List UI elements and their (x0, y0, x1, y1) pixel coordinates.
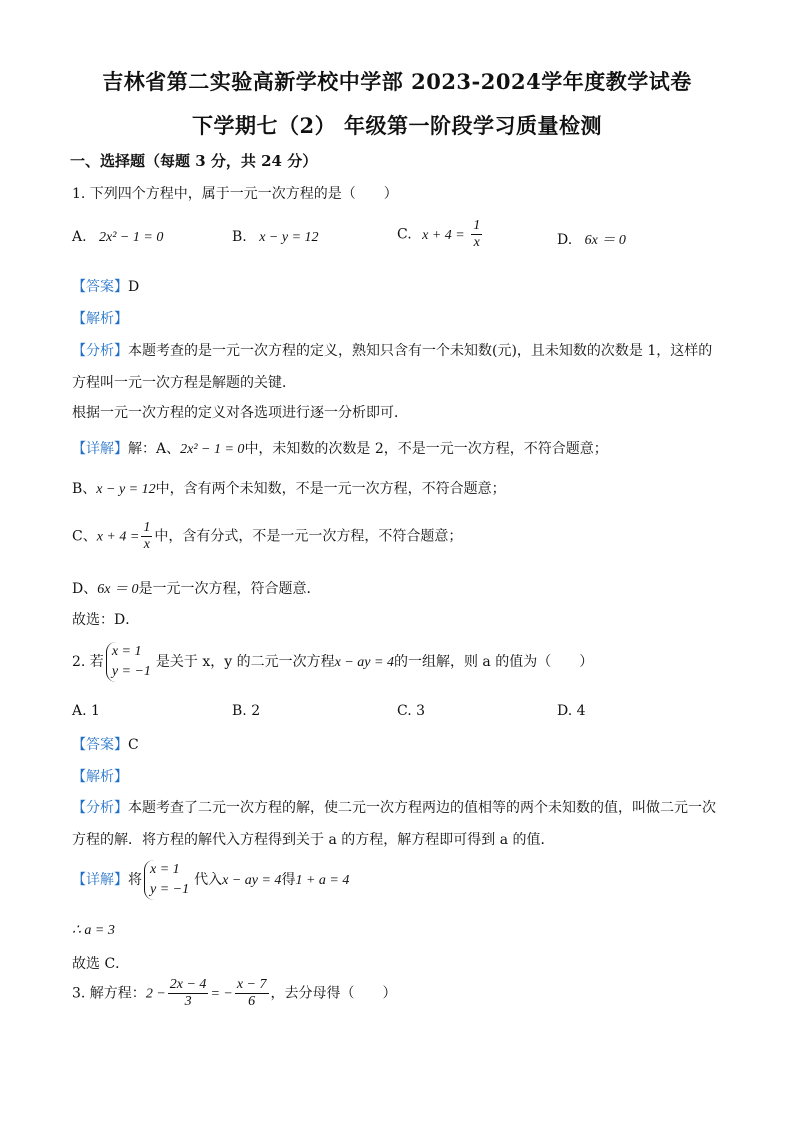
fenxi-text: 本题考查了二元一次方程的解，使二元一次方程两边的值相等的两个未知数的值，叫做二元一次 (128, 800, 716, 816)
fenxi-text: 本题考查的是一元一次方程的定义，熟知只含有一个未知数(元)，且未知数的次数是 1，这样的 (128, 343, 713, 359)
q2-option-a: A. 1 (72, 703, 100, 719)
q2-xj-system-line2: y = −1 (150, 882, 190, 897)
q3-equation-mid: = − (210, 986, 233, 1002)
q2-stem (72, 642, 593, 682)
q3-equation-left: 2 − (145, 986, 166, 1002)
q1-option-b-eq: x − y = 12 (259, 230, 319, 245)
answer-value: C (128, 737, 139, 753)
q2-xj-mid: 代入 (194, 872, 223, 888)
q2-stem-prefix: 2. 若 (72, 654, 104, 670)
q2-stem-suffix: 的一组解，则 a 的值为（ ） (393, 654, 594, 670)
q2-system-line1: x = 1 (111, 644, 142, 659)
q3-fraction-1-numerator: 2x − 4 (169, 977, 207, 992)
xj-c-text: 中，含有分式，不是一元一次方程，不符合题意； (154, 528, 463, 545)
q1-xiangjie-b (72, 478, 506, 498)
q2-analysis-tag: 【解析】 (72, 769, 128, 785)
q1-option-b (232, 229, 319, 246)
q1-option-a-label: A. (72, 229, 87, 245)
q2-xiangjie (72, 860, 349, 900)
q2-xj-prefix: 将 (128, 872, 142, 888)
q1-option-c-denominator: x (473, 235, 480, 250)
q2-fenxi-1 (72, 797, 716, 817)
q1-xiangjie-a (72, 438, 608, 458)
q2-xj-equation2: 1 + a = 4 (295, 873, 350, 888)
q1-option-c-eq: x + 4 = (422, 227, 465, 243)
xj-d-text: 是一元一次方程，符合题意． (138, 581, 321, 597)
q2-xj-mid2: 得 (281, 872, 296, 888)
q1-option-b-label: B. (232, 229, 247, 245)
q1-option-c-fraction (471, 218, 482, 251)
q2-option-c: C. 3 (397, 703, 426, 719)
q2-equation-system (106, 642, 154, 682)
q3-stem-prefix: 3. 解方程： (72, 985, 146, 1002)
q1-answer (72, 276, 139, 296)
q1-option-a-eq: 2x² − 1 = 0 (99, 230, 164, 245)
answer-tag: 【答案】 (72, 279, 128, 295)
q2-option-d: D. 4 (557, 703, 586, 719)
q3-stem (72, 977, 397, 1010)
q2-xj-equation-system (144, 860, 192, 900)
xj-d-equation: 6x ＝ 0 (97, 582, 139, 597)
q1-choose: 故选：D． (72, 612, 140, 628)
xj-a-equation: 2x² − 1 = 0 (180, 442, 245, 457)
q1-option-c-label: C. (397, 226, 412, 243)
q1-analysis-tag: 【解析】 (72, 311, 128, 327)
q1-option-a (72, 229, 163, 246)
xj-a-prefix: 解：A、 (128, 441, 181, 457)
xj-c-numerator: 1 (143, 520, 151, 535)
q2-stem-equation: x − ay = 4 (334, 655, 394, 670)
xj-c-prefix: C、 (72, 528, 97, 545)
q3-fraction-2 (235, 977, 269, 1010)
q2-system-line2: y = −1 (111, 664, 151, 679)
q1-option-d-label: D. (557, 232, 573, 248)
q2-choose: 故选 C． (72, 956, 130, 972)
q2-fenxi-2: 方程的解．将方程的解代入方程得到关于 a 的方程，解方程即可得到 a 的值． (72, 832, 555, 848)
q1-xiangjie-d (72, 578, 320, 598)
xj-c-equation: x + 4 = (96, 529, 140, 545)
q1-fenxi-3: 根据一元一次方程的定义对各选项进行逐一分析即可． (72, 405, 408, 421)
answer-value: D (128, 279, 140, 295)
xj-b-equation: x − y = 12 (96, 482, 156, 497)
q1-option-c-numerator: 1 (473, 218, 481, 233)
q3-fraction-2-numerator: x − 7 (236, 977, 267, 992)
q1-xiangjie-c (72, 520, 462, 553)
q1-fenxi-2: 方程叫一元一次方程是解题的关键． (72, 375, 296, 391)
q1-option-c (397, 218, 484, 251)
section-heading: 一、选择题（每题 3 分，共 24 分） (70, 152, 318, 170)
fenxi-tag: 【分析】 (72, 343, 128, 359)
xj-a-text: 中，未知数的次数是 2，不是一元一次方程，不符合题意； (244, 441, 608, 457)
answer-tag: 【答案】 (72, 737, 128, 753)
xj-b-text: 中，含有两个未知数，不是一元一次方程，不符合题意； (155, 481, 506, 497)
xj-c-fraction (141, 520, 152, 553)
xj-b-prefix: B、 (72, 481, 97, 497)
q1-option-d-eq: 6x ＝ 0 (584, 233, 626, 248)
q3-fraction-1 (168, 977, 209, 1010)
xiangjie-tag: 【详解】 (72, 441, 128, 457)
q2-xj-system-line1: x = 1 (150, 862, 180, 877)
q3-stem-suffix: ，去分母得（ ） (270, 985, 397, 1002)
q2-xj-equation: x − ay = 4 (222, 873, 282, 888)
q3-fraction-2-denominator: 6 (248, 994, 256, 1009)
q3-fraction-1-denominator: 3 (184, 994, 192, 1009)
q2-stem-mid: 是关于 x，y 的二元一次方程 (155, 654, 335, 670)
fenxi-tag: 【分析】 (72, 800, 128, 816)
exam-title-line2: 下学期七（2） 年级第一阶段学习质量检测 (192, 113, 602, 138)
q1-fenxi-1 (72, 340, 712, 360)
q1-stem: 1. 下列四个方程中，属于一元一次方程的是（ ） (72, 186, 398, 202)
q1-option-d (557, 229, 626, 249)
xiangjie-tag: 【详解】 (72, 872, 128, 888)
q2-therefore: ∴ a = 3 (72, 923, 115, 938)
q2-answer (72, 734, 139, 754)
exam-title-line1: 吉林省第二实验高新学校中学部 2023-2024学年度教学试卷 (102, 69, 692, 94)
xj-c-denominator: x (143, 537, 150, 552)
q2-option-b: B. 2 (232, 703, 261, 719)
xj-d-prefix: D、 (72, 581, 98, 597)
